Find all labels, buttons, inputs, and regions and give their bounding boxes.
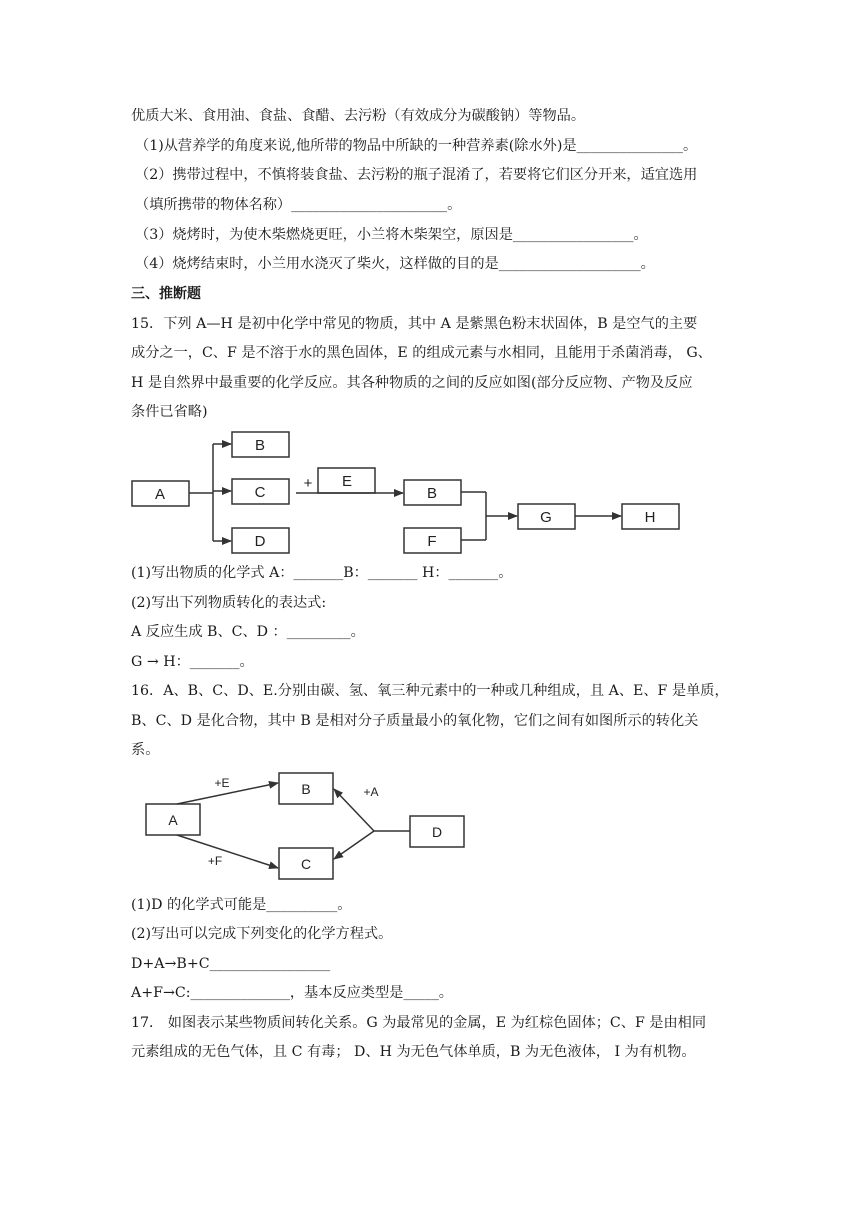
section-heading: 三、推断题 xyxy=(131,286,201,302)
q14-sub2-line1: （2）携带过程中，不慎将装食盐、去污粉的瓶子混淆了，若要将它们区分开来，适宜选用 xyxy=(135,167,698,183)
label-b: B xyxy=(301,781,311,797)
label-b2: B xyxy=(426,485,438,502)
q16-stem-line3: 系。 xyxy=(131,742,160,758)
q15-sub2a: A 反应生成 B、C、D ：_________。 xyxy=(131,624,365,640)
label-g: G xyxy=(540,509,552,526)
label-a: A xyxy=(154,486,166,503)
plus-sign: + xyxy=(303,475,313,492)
q17-stem-line1: 17． 如图表示某些物质间转化关系。G 为最常见的金属，E 为红棕色固体；C、F 是由相同 xyxy=(131,1015,707,1031)
edge-label-a: +A xyxy=(363,785,379,799)
q16-transformation-diagram xyxy=(135,765,480,890)
q14-sub1: （1)从营养学的角度来说,他所带的物品中所缺的一种营养素(除水外)是_______________。 xyxy=(135,138,698,154)
label-a: A xyxy=(168,812,178,828)
q15-sub2: (2)写出下列物质转化的表达式: xyxy=(131,595,327,611)
q16-sub1: (1)D 的化学式可能是__________。 xyxy=(131,897,352,913)
q15-stem-line3: H 是自然界中最重要的化学反应。其各种物质的之间的反应如图(部分反应物、产物及反应 xyxy=(131,375,693,391)
q16-sub2: (2)写出可以完成下列变化的化学方程式。 xyxy=(131,926,393,942)
q16-sub2a: D+A→B+C_________________ xyxy=(131,956,331,972)
q14-text-line: 优质大米、食用油、食盐、食醋、去污粉（有效成分为碳酸钠）等物品。 xyxy=(131,108,586,124)
label-f: F xyxy=(427,533,437,550)
q15-sub2b: G → H：_______。 xyxy=(131,654,254,670)
q15-stem-line4: 条件已省略) xyxy=(131,404,208,420)
label-c: C xyxy=(254,484,266,501)
q14-sub2-line2: （填所携带的物体名称）______________________。 xyxy=(135,197,462,213)
label-d: D xyxy=(431,824,443,840)
q16-sub2b: A+F→C:______________，基本反应类型是_____。 xyxy=(131,985,453,1001)
q15-reaction-diagram xyxy=(120,425,700,560)
q15-stem-line1: 15．下列 A—H 是初中化学中常见的物质，其中 A 是紫黑色粉末状固体，B 是空气的主要 xyxy=(131,316,698,332)
q14-sub4: （4）烧烤结束时，小兰用水浇灭了柴火，这样做的目的是____________________。 xyxy=(135,256,655,272)
label-d: D xyxy=(254,533,266,550)
edge-label-f: +F xyxy=(207,854,223,868)
label-c: C xyxy=(300,856,312,872)
label-h: H xyxy=(644,509,656,526)
label-b: B xyxy=(254,437,266,454)
q15-sub1: (1)写出物质的化学式 A：_______B：_______ H：_______。 xyxy=(131,565,513,581)
q14-sub3: （3）烧烤时，为使木柴燃烧更旺，小兰将木柴架空，原因是_________________。 xyxy=(135,227,648,243)
q16-stem-line1: 16．A、B、C、D、E.分别由碳、氢、氧三种元素中的一种或几种组成，且 A、E、F 是单质， xyxy=(131,683,729,699)
q17-stem-line2: 元素组成的无色气体，且 C 有毒； D、H 为无色气体单质，B 为无色液体， I 为有机物。 xyxy=(131,1044,696,1060)
q15-stem-line2: 成分之一，C、F 是不溶于水的黑色固体，E 的组成元素与水相同，且能用于杀菌消毒， G、 xyxy=(131,345,712,361)
label-e: E xyxy=(341,473,353,490)
q16-stem-line2: B、C、D 是化合物，其中 B 是相对分子质量最小的氧化物，它们之间有如图所示的转化关 xyxy=(131,713,699,729)
edge-label-e: +E xyxy=(214,776,230,790)
